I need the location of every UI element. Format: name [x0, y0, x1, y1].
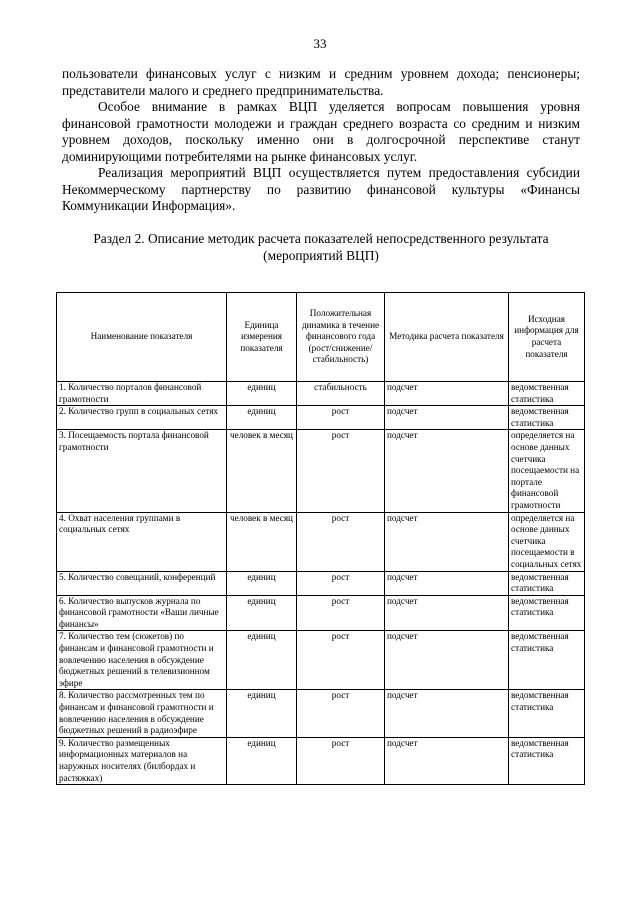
- header-unit: Единица измерения показателя: [227, 293, 297, 382]
- cell-unit: единиц: [227, 406, 297, 430]
- cell-unit: единиц: [227, 382, 297, 406]
- table-header-row: [57, 293, 585, 382]
- section-title: [62, 231, 580, 264]
- cell-method: подсчет: [385, 406, 509, 430]
- cell-name: 5. Количество совещаний, конференций: [57, 571, 227, 595]
- cell-name: 6. Количество выпусков журнала по финансовой грамотности «Ваши личные финансы»: [57, 595, 227, 631]
- cell-method: подсчет: [385, 512, 509, 571]
- cell-dynamics: рост: [297, 631, 385, 690]
- indicators-table: [56, 292, 585, 785]
- cell-dynamics: рост: [297, 571, 385, 595]
- cell-source: определяется на основе данных счетчика посещаемости в социальных сетях: [509, 512, 585, 571]
- cell-name: 7. Количество тем (сюжетов) по финансам и финансовой грамотности и вовлечению населения в обсуждение бюджетных решений в телевизионном эфире: [57, 631, 227, 690]
- cell-method: подсчет: [385, 382, 509, 406]
- cell-name: 3. Посещаемость портала финансовой грамотности: [57, 430, 227, 512]
- cell-unit: единиц: [227, 595, 297, 631]
- cell-source: ведомственная статистика: [509, 737, 585, 784]
- cell-dynamics: стабильность: [297, 382, 385, 406]
- table-row: [57, 690, 585, 737]
- cell-method: подсчет: [385, 631, 509, 690]
- cell-dynamics: рост: [297, 512, 385, 571]
- cell-source: ведомственная статистика: [509, 406, 585, 430]
- cell-unit: человек в месяц: [227, 512, 297, 571]
- table-row: [57, 382, 585, 406]
- cell-source: ведомственная статистика: [509, 631, 585, 690]
- table-row: [57, 512, 585, 571]
- cell-unit: единиц: [227, 690, 297, 737]
- table-row: [57, 631, 585, 690]
- cell-unit: единиц: [227, 631, 297, 690]
- cell-method: подсчет: [385, 690, 509, 737]
- cell-source: ведомственная статистика: [509, 595, 585, 631]
- cell-method: подсчет: [385, 737, 509, 784]
- cell-method: подсчет: [385, 430, 509, 512]
- cell-dynamics: рост: [297, 690, 385, 737]
- cell-source: ведомственная статистика: [509, 571, 585, 595]
- cell-dynamics: рост: [297, 595, 385, 631]
- cell-name: 9. Количество размещенных информационных материалов на наружных носителях (билбордах и растяжках): [57, 737, 227, 784]
- cell-dynamics: рост: [297, 406, 385, 430]
- cell-unit: человек в месяц: [227, 430, 297, 512]
- cell-name: 4. Охват населения группами в социальных сетях: [57, 512, 227, 571]
- paragraph-1: пользователи финансовых услуг с низким и средним уровнем дохода; пенсионеры; представители малого и среднего предпринимательства.: [62, 66, 580, 98]
- header-source: Исходная информация для расчета показателя: [509, 293, 585, 382]
- header-method: Методика расчета показателя: [385, 293, 509, 382]
- paragraph-3: Реализация мероприятий ВЦП осуществляется путем предоставления субсидии Некоммерческому партнерству по развитию финансовой культуры «Финансы Коммуникации Информация».: [62, 165, 580, 213]
- table-row: [57, 595, 585, 631]
- cell-name: 8. Количество рассмотренных тем по финансам и финансовой грамотности и вовлечению населения в обсуждение бюджетных решений в радиоэфире: [57, 690, 227, 737]
- body-text: [62, 66, 580, 215]
- cell-source: ведомственная статистика: [509, 690, 585, 737]
- cell-dynamics: рост: [297, 737, 385, 784]
- cell-dynamics: рост: [297, 430, 385, 512]
- cell-method: подсчет: [385, 595, 509, 631]
- header-dynamics: Положительная динамика в течение финансового года (рост/снижение/ стабильность): [297, 293, 385, 382]
- cell-method: подсчет: [385, 571, 509, 595]
- cell-unit: единиц: [227, 737, 297, 784]
- page-number: 33: [313, 36, 327, 51]
- table-row: [57, 406, 585, 430]
- section-title-line-1: Раздел 2. Описание методик расчета показателей непосредственного результата: [93, 231, 549, 246]
- cell-source: ведомственная статистика: [509, 382, 585, 406]
- header-name: Наименование показателя: [57, 293, 227, 382]
- section-title-line-2: (мероприятий ВЦП): [263, 247, 379, 263]
- cell-name: 2. Количество групп в социальных сетях: [57, 406, 227, 430]
- cell-name: 1. Количество порталов финансовой грамотности: [57, 382, 227, 406]
- cell-source: определяется на основе данных счетчика посещаемости на портале финансовой грамотности: [509, 430, 585, 512]
- table-row: [57, 737, 585, 784]
- paragraph-2: Особое внимание в рамках ВЦП уделяется вопросам повышения уровня финансовой грамотности молодежи и граждан среднего возраста со средним и низким уровнем доходов, поскольку именно они в долгосрочной перспективе станут доминирующими потребителями на рынке финансовых услуг.: [62, 99, 580, 164]
- table-row: [57, 430, 585, 512]
- table-row: [57, 571, 585, 595]
- cell-unit: единиц: [227, 571, 297, 595]
